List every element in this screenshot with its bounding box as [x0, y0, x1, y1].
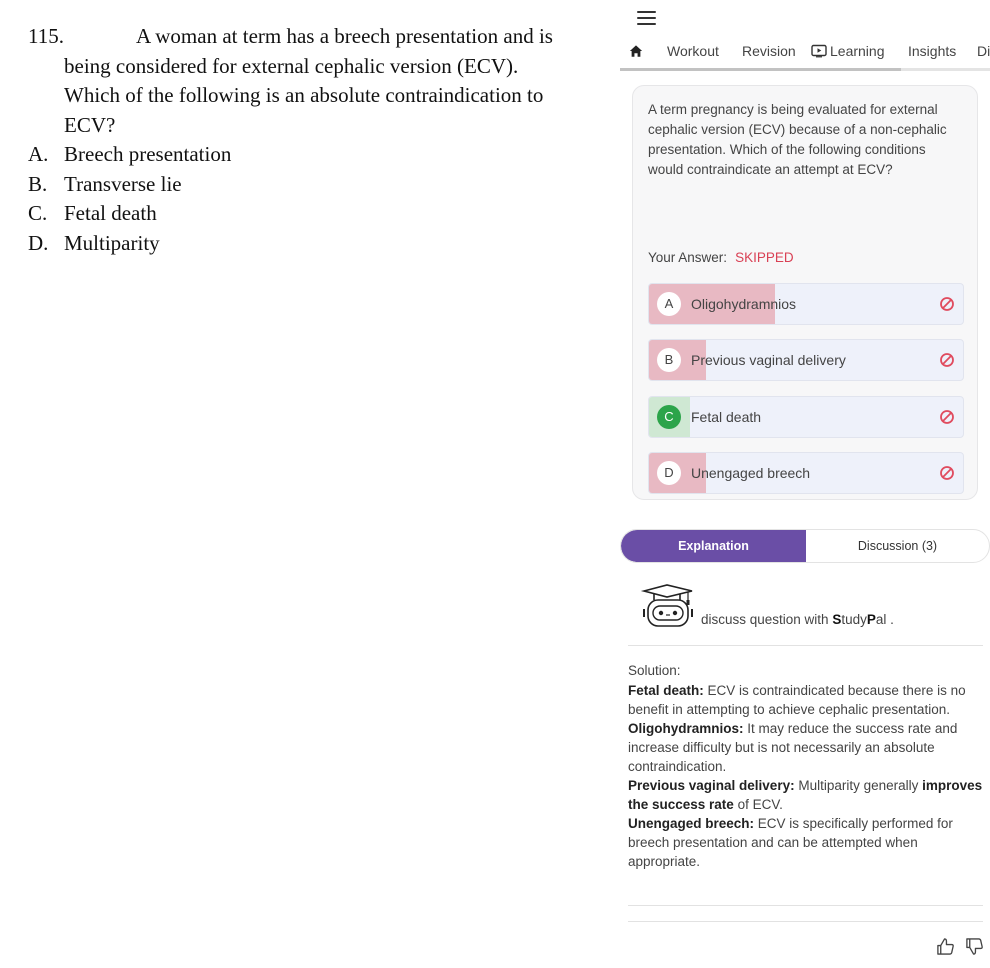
home-icon[interactable]	[629, 44, 643, 58]
solution-term: Fetal death:	[628, 683, 704, 698]
solution-item	[628, 681, 986, 719]
option-label: Fetal death	[691, 409, 762, 425]
option-letter: B.	[28, 171, 48, 196]
divider	[628, 645, 983, 646]
studypal-prompt[interactable]	[701, 612, 894, 627]
question-stem-line: ECV?	[64, 112, 116, 137]
studypal-brand-tudy: tudy	[841, 612, 867, 627]
question-number: 115.	[28, 24, 64, 48]
question-stem-start: A woman at term has a breech presentation and is	[136, 24, 553, 48]
your-answer-value: SKIPPED	[735, 250, 794, 265]
option-label: Unengaged breech	[691, 465, 811, 481]
solution-emphasis: improves the success rate	[628, 778, 983, 812]
option-text: Multiparity	[64, 230, 160, 255]
answer-option[interactable]	[648, 339, 964, 381]
solution-text	[628, 661, 986, 871]
tab-discussion[interactable]: Discussion (3)	[857, 539, 938, 553]
thumbs-up-icon[interactable]	[936, 937, 955, 956]
studypal-suffix: .	[886, 612, 894, 627]
question-stem-first-line	[28, 22, 588, 52]
option-text: Breech presentation	[64, 142, 232, 166]
question-text: A term pregnancy is being evaluated for external cephalic version (ECV) because of a non-cephalic presentation. Which of the following conditions would contraindicate an attempt at ECV?	[648, 102, 947, 177]
top-nav	[620, 38, 990, 70]
tab-learning-label: Learning	[830, 43, 885, 59]
your-answer-label: Your Answer:	[648, 250, 728, 265]
printed-option-d	[28, 229, 588, 259]
tab-explanation[interactable]: Explanation	[621, 530, 806, 562]
solution-term: Previous vaginal delivery:	[628, 778, 795, 793]
option-letter-badge: D	[657, 461, 681, 485]
divider	[628, 905, 983, 906]
printed-option-b	[28, 170, 588, 200]
thumbs-down-icon[interactable]	[965, 937, 984, 956]
solution-body: ECV is contraindicated because there is no benefit in attempting to achieve cephalic presentation.	[628, 683, 966, 717]
answer-option[interactable]	[648, 452, 964, 494]
play-screen-icon	[811, 44, 827, 58]
printed-option-a	[28, 140, 588, 170]
option-label: Oligohydramnios	[691, 296, 797, 312]
studypal-robot-icon[interactable]	[640, 583, 696, 629]
ban-icon	[939, 352, 955, 368]
tab-discussion-truncated[interactable]: Di	[977, 43, 990, 59]
solution-item	[628, 814, 986, 871]
tab-revision[interactable]: Revision	[742, 43, 796, 59]
studypal-prefix: discuss question with	[701, 612, 833, 627]
studypal-brand-s: S	[832, 612, 842, 627]
solution-term: Unengaged breech:	[628, 816, 755, 831]
explanation-tabs	[620, 529, 990, 563]
question-stem-line: being considered for external cephalic version (ECV).	[64, 53, 519, 78]
option-letter-badge: C	[657, 405, 681, 429]
ban-icon	[939, 409, 955, 425]
tab-workout[interactable]: Workout	[667, 43, 719, 59]
studypal-brand-al: al	[875, 612, 887, 627]
option-text: Fetal death	[64, 201, 157, 225]
option-letter: D.	[28, 230, 49, 255]
answer-option[interactable]	[648, 396, 964, 438]
solution-heading: Solution:	[628, 663, 681, 678]
option-text: Transverse lie	[64, 171, 182, 196]
your-answer-row	[648, 250, 794, 265]
answer-option[interactable]	[648, 283, 964, 325]
option-letter-badge: A	[657, 292, 681, 316]
solution-term: Oligohydramnios:	[628, 721, 744, 736]
nav-scroll-thumb[interactable]	[620, 68, 901, 71]
studypal-brand-p: P	[866, 612, 876, 627]
quiz-panel	[620, 0, 990, 968]
solution-item	[628, 776, 986, 814]
solution-body: Multiparity generally	[794, 778, 923, 793]
ban-icon	[939, 465, 955, 481]
question-card	[632, 85, 978, 500]
option-letter: C.	[28, 201, 48, 225]
option-letter-badge: B	[657, 348, 681, 372]
printed-option-c	[28, 199, 588, 229]
ban-icon	[939, 296, 955, 312]
solution-body: It may reduce the success rate and increase difficulty but is not necessarily an absolute contraindication.	[628, 721, 958, 774]
tab-insights[interactable]: Insights	[908, 43, 957, 59]
divider	[628, 921, 983, 922]
question-stem-line: Which of the following is an absolute contraindication to	[64, 83, 544, 107]
option-label: Previous vaginal delivery	[691, 352, 846, 368]
tab-learning[interactable]	[811, 43, 885, 59]
hamburger-menu-icon[interactable]	[637, 11, 656, 27]
solution-body: ECV is specifically performed for breech presentation and can be attempted when appropriate.	[628, 816, 953, 869]
printed-question	[28, 22, 588, 258]
solution-body-tail: of ECV.	[733, 797, 783, 812]
solution-item	[628, 719, 986, 776]
nav-scroll-track	[620, 68, 990, 71]
option-letter: A.	[28, 142, 49, 166]
